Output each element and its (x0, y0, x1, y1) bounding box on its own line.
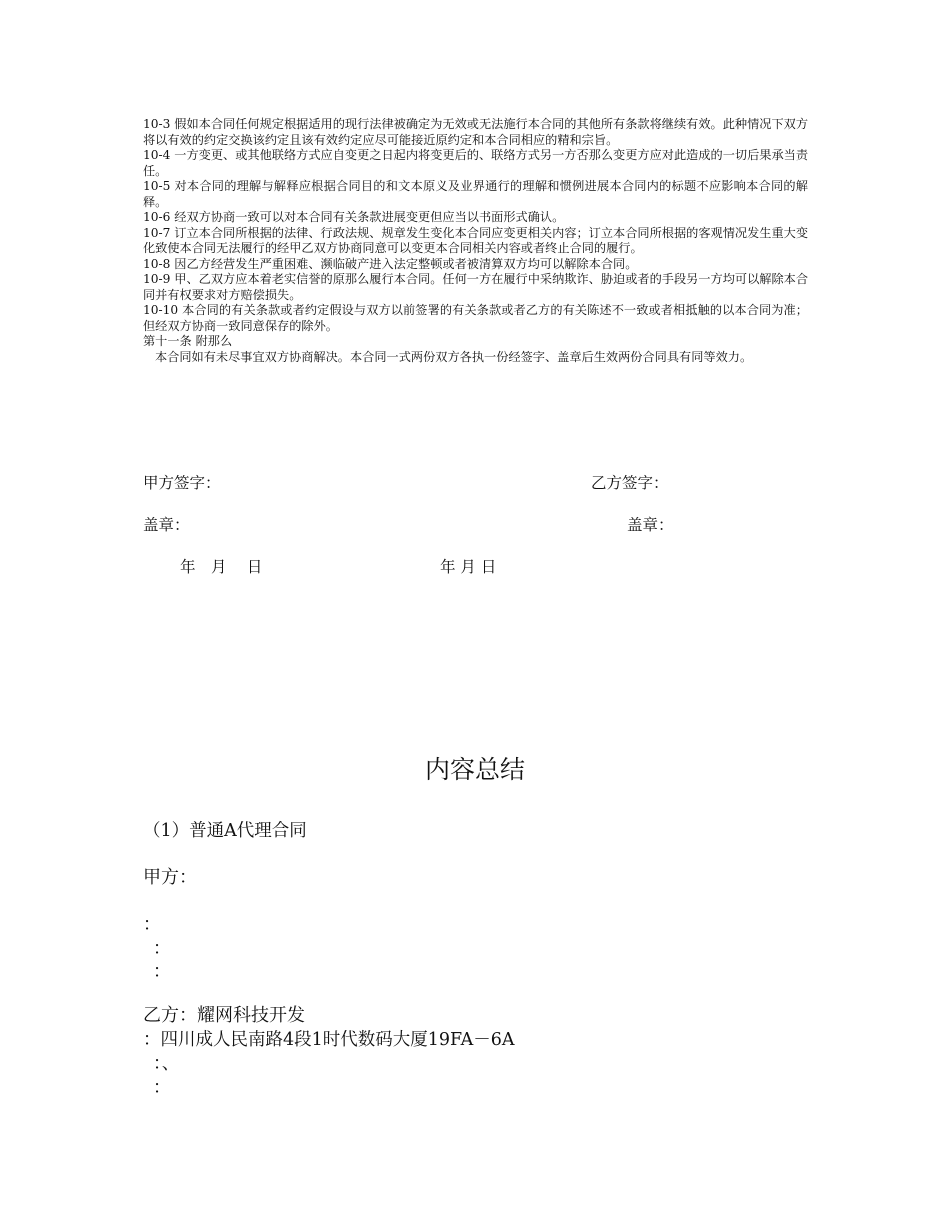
clause-10-8: 10-8 因乙方经营发生严重困难、濒临破产进入法定整顿或者被清算双方均可以解除本合同。 (143, 256, 638, 271)
party-a-signature-label: 甲方签字： (143, 474, 221, 492)
clause-10-7: 10-7 订立本合同所根据的法律、行政法规、规章发生变化本合同应变更相关内容；订立本合同所根据的客观情况发生重大变化致使本合同无法履行的经甲乙双方协商同意可以变更本合同相关内容或者终止合同的履行。 (143, 225, 809, 255)
party-b-label: 乙方：耀网科技开发 (143, 1005, 305, 1026)
clause-10-4: 10-4 一方变更、或其他联络方式应自变更之日起内将变更后的、联络方式另一方否那么变更方应对此造成的一切后果承当责任。 (143, 148, 809, 178)
party-b-signature-label: 乙方签字： (591, 474, 669, 492)
clause-10-3: 10-3 假如本合同任何规定根据适用的现行法律被确定为无效或无法施行本合同的其他所有条款将继续有效。此种情况下双方将以有效的约定交换该约定且该有效约定应尽可能接近原约定和本合同相应的精和宗旨。 (143, 117, 809, 147)
contract-clauses (143, 117, 808, 365)
article-11-heading: 第十一条 附那么 (143, 334, 233, 348)
closing-paragraph: 本合同如有未尽事宜双方协商解决。本合同一式两份双方各执一份经签字、盖章后生效两份合同具有同等效力。 (155, 349, 753, 364)
summary-item: （1）普通A代理合同 (143, 821, 307, 841)
party-a-date: 年 月 日 (180, 558, 263, 576)
summary-title: 内容总结 (424, 755, 525, 784)
party-a-line-3: ： (153, 962, 171, 982)
clause-10-5: 10-5 对本合同的理解与解释应根据合同目的和文本原义及业界通行的理解和惯例进展本合同内的标题不应影响本合同的解释。 (143, 179, 808, 209)
clause-10-9: 10-9 甲、乙双方应本着老实信誉的原那么履行本合同。任何一方在履行中采纳欺诈、胁迫或者的手段另一方均可以解除本合同并有权要求对方赔偿损失。 (143, 272, 809, 302)
party-a-line-1: ： (143, 915, 161, 935)
clause-10-10: 10-10 本合同的有关条款或者约定假设与双方以前签署的有关条款或者乙方的有关陈述不一致或者相抵触的以本合同为准；但经双方协商一致同意保存的除外。 (143, 303, 808, 333)
party-b-line-2: ：、 (153, 1054, 180, 1074)
party-b-line-3: ： (153, 1078, 171, 1098)
party-b-seal-label: 盖章： (627, 516, 674, 534)
party-b-address: ：四川成人民南路4段1时代数码大厦19FA－6A (143, 1030, 515, 1050)
party-a-label: 甲方： (143, 867, 197, 888)
party-b-date: 年 月 日 (440, 558, 497, 576)
party-a-line-2: ： (153, 939, 171, 959)
party-a-seal-label: 盖章： (143, 516, 190, 534)
clause-10-6: 10-6 经双方协商一致可以对本合同有关条款进展变更但应当以书面形式确认。 (143, 210, 565, 224)
